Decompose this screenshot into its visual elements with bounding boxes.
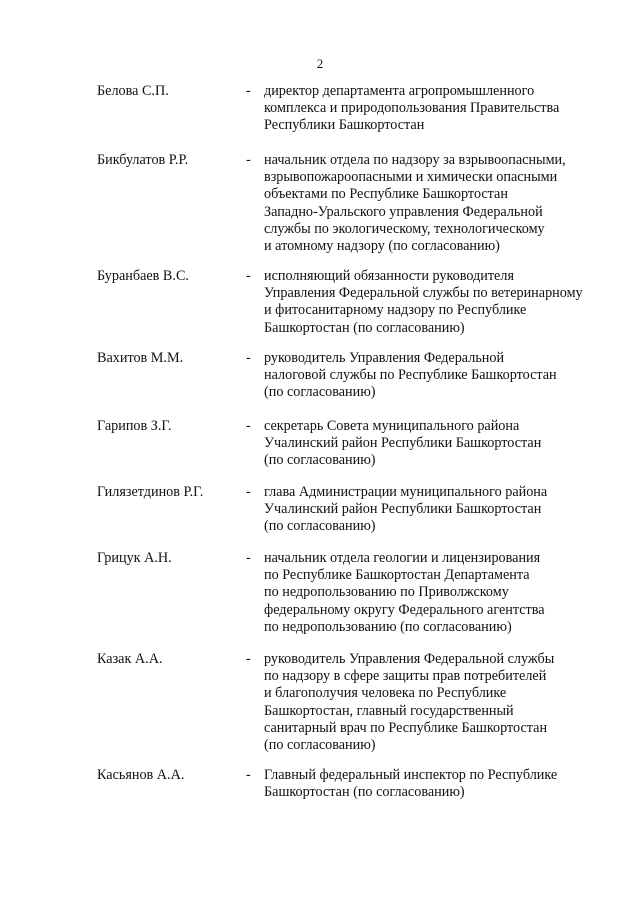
position-line: федеральному округу Федерального агентства <box>264 601 545 618</box>
member-name: Гарипов З.Г. <box>97 418 172 434</box>
position-line: и благополучия человека по Республике <box>264 685 507 702</box>
position-line: объектами по Республике Башкортостан <box>264 186 508 203</box>
separator-dash: - <box>246 767 251 783</box>
member-position <box>264 152 624 255</box>
member-name: Касьянов А.А. <box>97 767 185 783</box>
position-line: Учалинский район Республики Башкортостан <box>264 501 542 518</box>
member-position <box>264 651 624 754</box>
member-name: Белова С.П. <box>97 83 169 99</box>
position-line: санитарный врач по Республике Башкортостан <box>264 719 548 736</box>
position-line: службы по экологическому, технологическому <box>264 220 545 237</box>
position-line: руководитель Управления Федеральной <box>264 350 505 366</box>
member-position <box>264 83 624 135</box>
separator-dash: - <box>246 350 251 366</box>
member-name: Гилязетдинов Р.Г. <box>97 484 204 500</box>
separator-dash: - <box>246 550 251 566</box>
position-line: Республики Башкортостан <box>264 117 425 134</box>
page-number: 2 <box>316 56 324 71</box>
position-line: (по согласованию) <box>264 518 376 535</box>
position-line: Западно-Уральского управления Федеральной <box>264 203 543 220</box>
position-line: начальник отдела по надзору за взрывоопасными, <box>264 152 566 168</box>
position-line: взрывопожароопасными и химически опасными <box>264 169 558 186</box>
position-line: Управления Федеральной службы по ветеринарному <box>264 285 583 302</box>
position-line: руководитель Управления Федеральной службы <box>264 651 555 667</box>
separator-dash: - <box>246 268 251 284</box>
position-line: по надзору в сфере защиты прав потребителей <box>264 668 547 685</box>
position-line: по недропользованию по Приволжскому <box>264 584 509 601</box>
position-line: секретарь Совета муниципального района <box>264 418 520 434</box>
member-name: Казак А.А. <box>97 651 163 667</box>
position-line: по недропользованию (по согласованию) <box>264 618 512 635</box>
position-line: Учалинский район Республики Башкортостан <box>264 435 542 452</box>
separator-dash: - <box>246 651 251 667</box>
member-position <box>264 550 624 636</box>
position-line: (по согласованию) <box>264 452 376 469</box>
position-line: по Республике Башкортостан Департамента <box>264 567 530 584</box>
separator-dash: - <box>246 484 251 500</box>
member-position <box>264 268 624 337</box>
member-name: Грицук А.Н. <box>97 550 172 566</box>
member-position <box>264 350 624 402</box>
position-line: и атомному надзору (по согласованию) <box>264 238 500 255</box>
position-line: исполняющий обязанности руководителя <box>264 268 514 284</box>
position-line: Башкортостан, главный государственный <box>264 702 514 719</box>
member-position <box>264 484 624 536</box>
position-line: Башкортостан (по согласованию) <box>264 784 465 801</box>
position-line: и фитосанитарному надзору по Республике <box>264 302 527 319</box>
separator-dash: - <box>246 418 251 434</box>
position-line: комплекса и природопользования Правительства <box>264 100 560 117</box>
separator-dash: - <box>246 152 251 168</box>
position-line: глава Администрации муниципального района <box>264 484 548 500</box>
position-line: (по согласованию) <box>264 737 376 754</box>
member-name: Бикбулатов Р.Р. <box>97 152 189 168</box>
member-position <box>264 767 624 801</box>
position-line: (по согласованию) <box>264 384 376 401</box>
position-line: Башкортостан (по согласованию) <box>264 319 465 336</box>
position-line: Главный федеральный инспектор по Республике <box>264 767 558 783</box>
member-name: Вахитов М.М. <box>97 350 184 366</box>
member-position <box>264 418 624 470</box>
position-line: директор департамента агропромышленного <box>264 83 535 99</box>
position-line: налоговой службы по Республике Башкортостан <box>264 367 557 384</box>
position-line: начальник отдела геологии и лицензирования <box>264 550 541 566</box>
separator-dash: - <box>246 83 251 99</box>
member-name: Буранбаев В.С. <box>97 268 189 284</box>
